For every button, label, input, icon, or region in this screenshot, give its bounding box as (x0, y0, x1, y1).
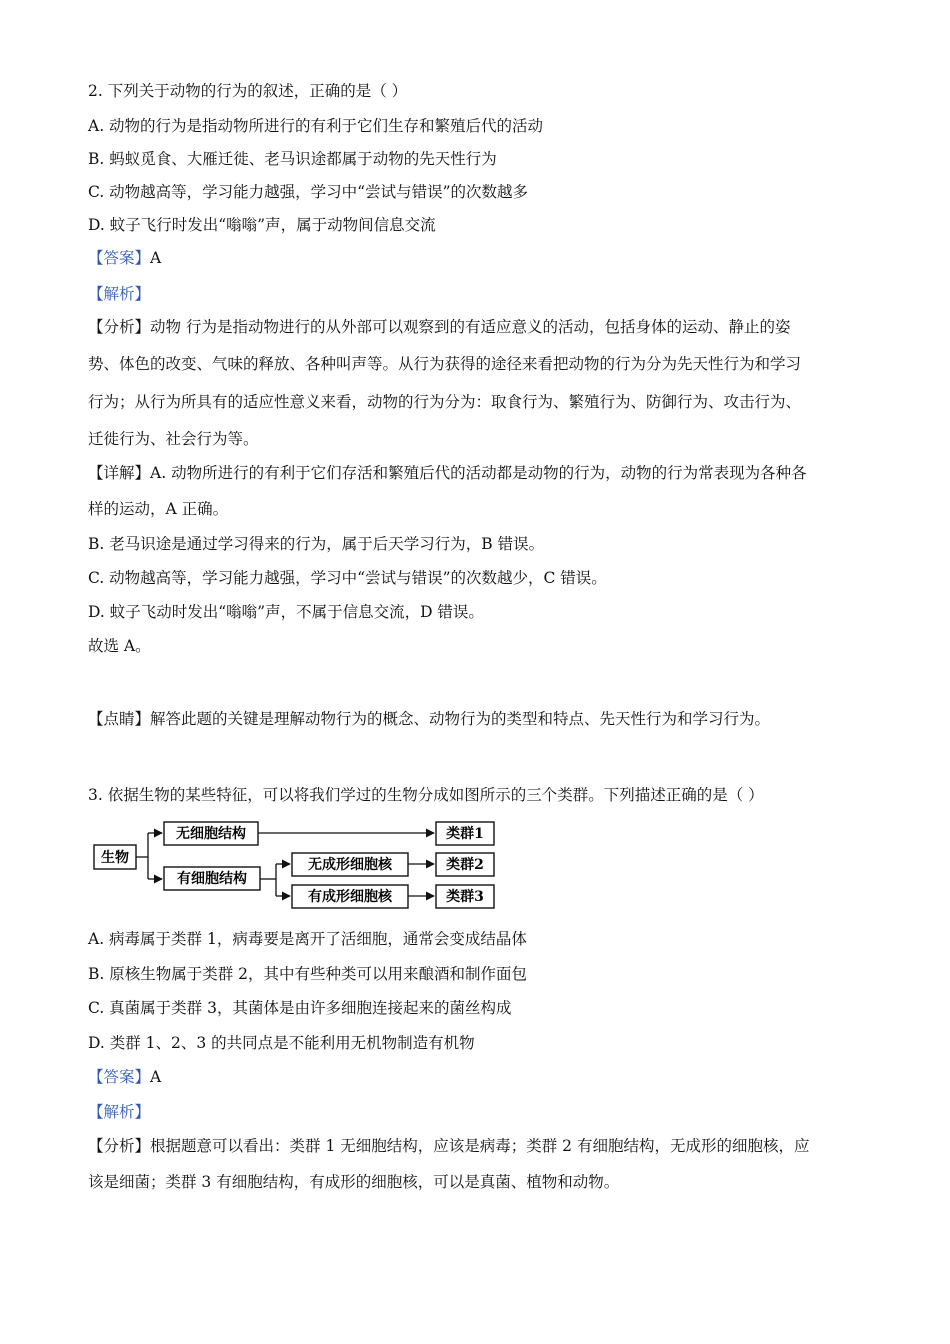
q2-option-c: C. 动物越高等，学习能力越强，学习中“尝试与错误”的次数越多 (88, 183, 529, 201)
q3-fenxi-text-1: 根据题意可以看出：类群 1 无细胞结构，应该是病毒；类群 2 有细胞结构，无成形的细胞核，应 (150, 1137, 810, 1155)
q2-detail-line-1 (88, 463, 807, 483)
diagram-node-group2 (436, 853, 494, 876)
diagram-root-label: 生物 (101, 850, 129, 866)
q2-option-b: B. 蚂蚁觅食、大雁迁徙、老马识途都属于动物的先天性行为 (88, 150, 497, 168)
q3-option-b: B. 原核生物属于类群 2，其中有些种类可以用来酿酒和制作面包 (88, 965, 528, 983)
q2-fenxi-line-1 (88, 317, 790, 337)
classification-diagram (88, 816, 508, 916)
q2-dianjing-line (88, 709, 770, 729)
q2-fenxi-line-4: 迁徙行为、社会行为等。 (88, 430, 259, 448)
diagram-node-has-nucleus (292, 885, 408, 908)
q2-detail-line-5: D. 蚊子飞动时发出“嗡嗡”声，不属于信息交流，D 错误。 (88, 603, 484, 621)
q2-option-a: A. 动物的行为是指动物所进行的有利于它们生存和繁殖后代的活动 (88, 117, 544, 135)
diagram-node-no-nucleus (292, 853, 408, 876)
diagram-has-cell-label: 有细胞结构 (177, 871, 247, 887)
q2-analysis-tag: 【解析】 (88, 285, 151, 303)
q3-fenxi-line-1 (88, 1136, 809, 1156)
q2-detail-text-1: A. 动物所进行的有利于它们存活和繁殖后代的活动都是动物的行为，动物的行为常表现为各种各 (150, 464, 807, 482)
diagram-node-group1 (436, 822, 494, 845)
q2-dianjing-text: 解答此题的关键是理解动物行为的概念、动物行为的类型和特点、先天性行为和学习行为。 (150, 710, 771, 728)
q3-option-d: D. 类群 1、2、3 的共同点是不能利用无机物制造有机物 (88, 1034, 475, 1052)
diagram-node-group3 (436, 885, 494, 908)
q3-fenxi-tag: 【分析】 (88, 1137, 151, 1155)
q2-fenxi-text-1: 动物 行为是指动物进行的从外部可以观察到的有适应意义的活动，包括身体的运动、静止的姿 (150, 318, 791, 336)
diagram-no-cell-label: 无细胞结构 (176, 826, 246, 842)
q3-option-c: C. 真菌属于类群 3，其菌体是由许多细胞连接起来的菌丝构成 (88, 999, 512, 1017)
q2-fenxi-line-3: 行为；从行为所具有的适应性意义来看，动物的行为分为：取食行为、繁殖行为、防御行为、攻击行为、 (88, 393, 802, 411)
q2-option-d: D. 蚊子飞行时发出“嗡嗡”声，属于动物间信息交流 (88, 216, 436, 234)
q2-answer-value: A (150, 249, 162, 267)
q3-analysis-tag: 【解析】 (88, 1103, 151, 1121)
q2-fenxi-line-2: 势、体色的改变、气味的释放、各种叫声等。从行为获得的途径来看把动物的行为分为先天性行为和学习 (88, 355, 802, 373)
q2-detail-tag: 【详解】 (88, 464, 151, 482)
q2-detail-line-3: B. 老马识途是通过学习得来的行为，属于后天学习行为，B 错误。 (88, 535, 545, 553)
q3-option-a: A. 病毒属于类群 1，病毒要是离开了活细胞，通常会变成结晶体 (88, 930, 527, 948)
diagram-node-has-cell (164, 867, 260, 890)
q3-answer-tag: 【答案】 (88, 1068, 151, 1086)
diagram-node-no-cell (164, 822, 258, 845)
diagram-no-nucleus-label: 无成形细胞核 (308, 857, 392, 873)
q2-detail-line-6: 故选 A。 (88, 637, 151, 655)
q2-answer-line (88, 248, 161, 268)
q2-dianjing-tag: 【点睛】 (88, 710, 151, 728)
q3-answer-line (88, 1067, 161, 1087)
diagram-has-nucleus-label: 有成形细胞核 (308, 889, 392, 905)
diagram-group2-label: 类群2 (446, 857, 484, 873)
q2-detail-line-2: 样的运动，A 正确。 (88, 500, 229, 518)
q3-answer-value: A (150, 1068, 162, 1086)
diagram-node-root (94, 845, 136, 869)
diagram-group1-label: 类群1 (446, 826, 484, 842)
q2-detail-line-4: C. 动物越高等，学习能力越强，学习中“尝试与错误”的次数越少，C 错误。 (88, 569, 607, 587)
q3-question: 3. 依据生物的某些特征，可以将我们学过的生物分成如图所示的三个类群。下列描述正确的是（ ） (88, 786, 764, 804)
q2-question: 2. 下列关于动物的行为的叙述，正确的是（ ） (88, 82, 408, 100)
q2-fenxi-tag: 【分析】 (88, 318, 151, 336)
diagram-group3-label: 类群3 (446, 889, 484, 905)
q3-fenxi-line-2: 该是细菌；类群 3 有细胞结构，有成形的细胞核，可以是真菌、植物和动物。 (88, 1173, 620, 1191)
q2-answer-tag: 【答案】 (88, 249, 151, 267)
